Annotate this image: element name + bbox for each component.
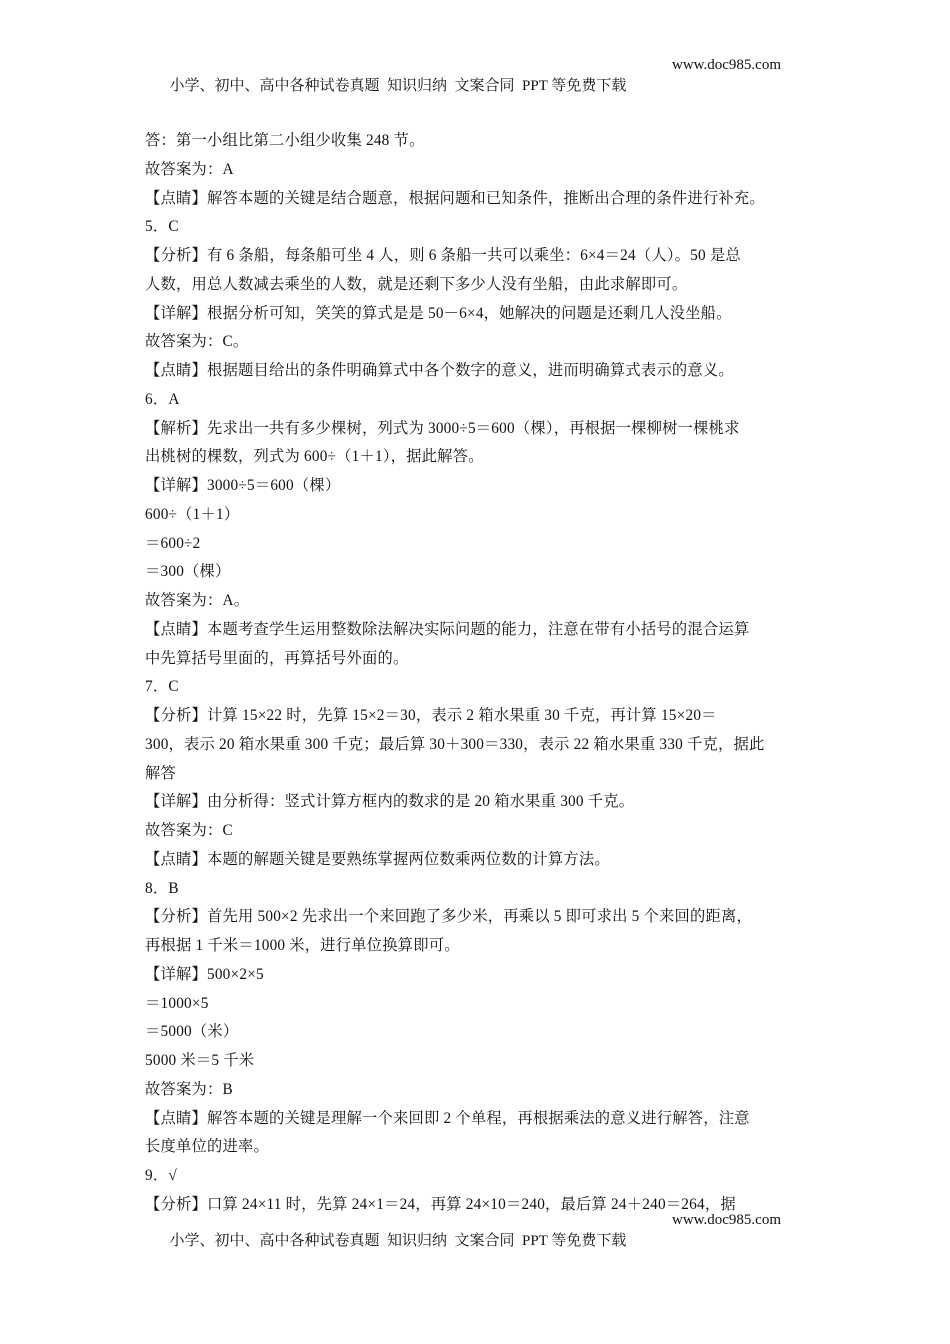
text-line: 故答案为：A。: [145, 592, 250, 609]
footer-text: 小学、初中、高中各种试卷真题 知识归纳 文案合同 PPT 等免费下载: [169, 1233, 627, 1249]
text-line: 【详解】根据分析可知，笑笑的算式是是 50－6×4，她解决的问题是还剩几人没坐船。: [145, 304, 732, 322]
text-line: 【点睛】本题考查学生运用整数除法解决实际问题的能力，注意在带有小括号的混合运算: [145, 620, 750, 638]
text-line: 7．C: [145, 678, 179, 696]
text-line: 300，表示 20 箱水果重 300 千克；最后算 30＋300＝330，表示 22 箱水果重 330 千克，据此: [145, 735, 765, 753]
text-line: 故答案为：A: [145, 160, 234, 178]
text-line: 9．√: [145, 1167, 177, 1184]
text-line: 【分析】计算 15×22 时，先算 15×2＝30，表示 2 箱水果重 30 千克，再计算 15×20＝: [145, 707, 717, 724]
text-line: ＝1000×5: [145, 994, 209, 1012]
text-line: ＝600÷2: [145, 534, 201, 552]
text-line: 5．C: [145, 218, 179, 236]
text-line: 故答案为：C: [145, 822, 233, 839]
text-line: 【点睛】解答本题的关键是结合题意，根据问题和已知条件，推断出合理的条件进行补充。: [145, 189, 765, 207]
text-line: ＝5000（米）: [145, 1023, 239, 1041]
text-line: ＝300（棵）: [145, 563, 231, 581]
text-line: 【分析】口算 24×11 时，先算 24×1＝24，再算 24×10＝240，最后算 24＋240＝264，据: [145, 1195, 736, 1213]
text-line: 8．B: [145, 879, 179, 897]
document-body: [145, 127, 815, 1220]
text-line: 故答案为：B: [145, 1080, 233, 1098]
footer-url[interactable]: www.doc985.com: [672, 1212, 782, 1228]
text-line: 中先算括号里面的，再算括号外面的。: [145, 649, 409, 667]
text-line: 6．A: [145, 390, 180, 408]
text-line: 600÷（1＋1）: [145, 505, 240, 523]
text-line: 答：第一小组比第二小组少收集 248 节。: [145, 132, 425, 149]
text-line: 【点睛】根据题目给出的条件明确算式中各个数字的意义，进而明确算式表示的意义。: [145, 362, 734, 379]
text-line: 【详解】3000÷5＝600（棵）: [145, 477, 341, 494]
text-line: 【点睛】本题的解题关键是要熟练掌握两位数乘两位数的计算方法。: [145, 850, 610, 868]
text-line: 【详解】由分析得：竖式计算方框内的数求的是 20 箱水果重 300 千克。: [145, 793, 635, 811]
page-footer: [162, 1212, 802, 1267]
text-line: 出桃树的棵数，列式为 600÷（1＋1），据此解答。: [145, 448, 484, 466]
text-line: 再根据 1 千米＝1000 米，进行单位换算即可。: [145, 937, 460, 954]
text-line: 长度单位的进率。: [145, 1138, 269, 1156]
text-line: 【分析】有 6 条船，每条船可坐 4 人，则 6 条船一共可以乘坐：6×4＝24（人）。50 是总: [145, 247, 741, 264]
page-header: [162, 57, 802, 112]
text-line: 【点睛】解答本题的关键是理解一个来回即 2 个单程，再根据乘法的意义进行解答，注意: [145, 1109, 750, 1127]
header-text: 小学、初中、高中各种试卷真题 知识归纳 文案合同 PPT 等免费下载: [169, 78, 627, 94]
text-line: 【分析】首先用 500×2 先求出一个来回跑了多少米，再乘以 5 即可求出 5 个来回的距离，: [145, 908, 752, 926]
text-line: 故答案为：C。: [145, 333, 249, 351]
text-line: 【详解】500×2×5: [145, 965, 264, 983]
text-line: 【解析】先求出一共有多少棵树，列式为 3000÷5＝600（棵），再根据一棵柳树一棵桃求: [145, 419, 740, 437]
text-line: 5000 米＝5 千米: [145, 1052, 255, 1069]
header-url[interactable]: www.doc985.com: [672, 57, 782, 73]
text-line: 解答: [145, 764, 176, 782]
text-line: 人数，用总人数减去乘坐的人数，就是还剩下多少人没有坐船，由此求解即可。: [145, 275, 688, 293]
